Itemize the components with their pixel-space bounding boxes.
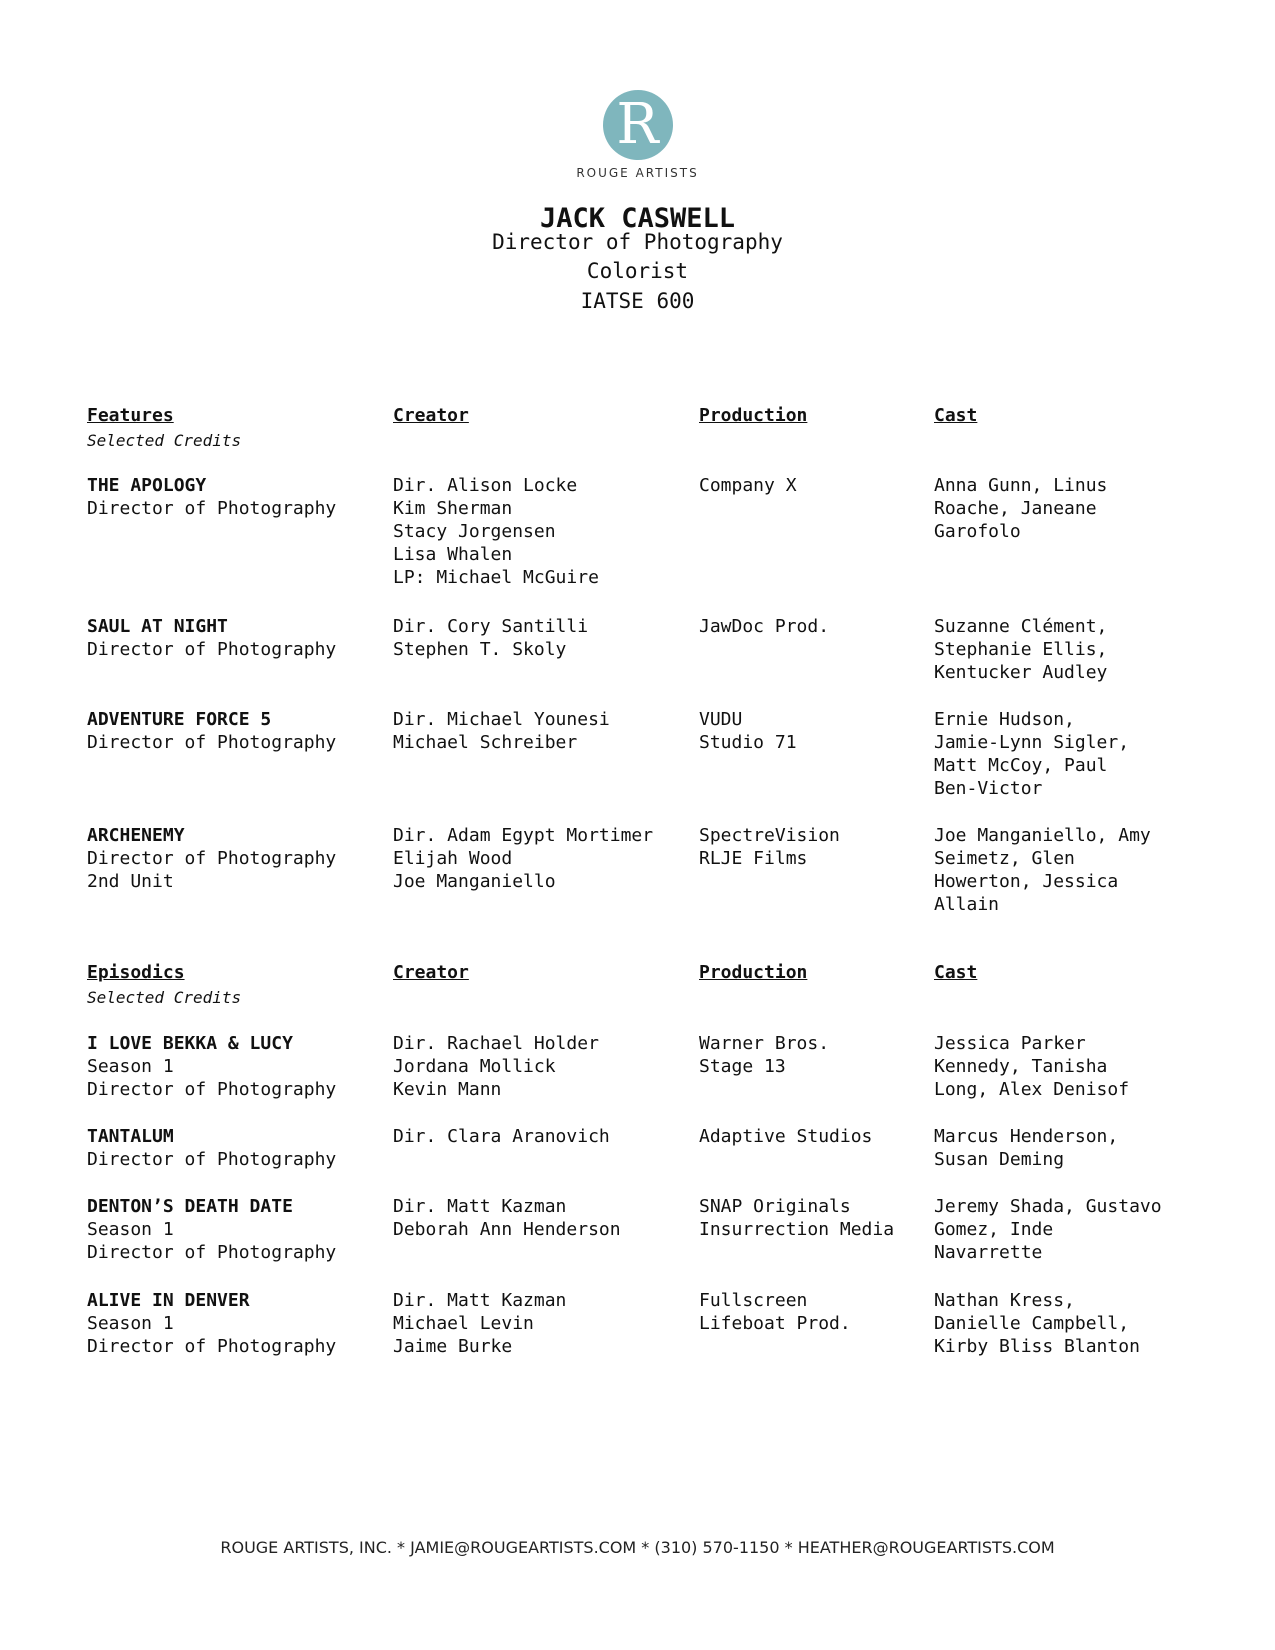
credit-production-column xyxy=(699,615,829,638)
credit-production: Insurrection Media xyxy=(699,1219,895,1240)
credit-production-column xyxy=(699,1125,872,1148)
credit-cast: Kennedy, Tanisha xyxy=(934,1056,1108,1077)
credit-creator-column xyxy=(393,824,653,893)
credit-cast: Suzanne Clément, xyxy=(934,616,1108,637)
role-title-2: Colorist xyxy=(586,259,689,283)
episodics-heading: Episodics xyxy=(87,962,185,983)
credit-cast: Jamie-Lynn Sigler, xyxy=(934,732,1130,753)
credit-production: RLJE Films xyxy=(699,848,808,869)
credit-cast: Jeremy Shada, Gustavo xyxy=(934,1196,1162,1217)
credit-cast: Ben-Victor xyxy=(934,778,1043,799)
episodics-cast-header: Cast xyxy=(934,962,978,983)
credit-creator: Stephen T. Skoly xyxy=(393,639,567,660)
credit-creator: Lisa Whalen xyxy=(393,544,513,565)
credit-creator: Jaime Burke xyxy=(393,1336,513,1357)
credit-creator-column xyxy=(393,708,610,754)
credit-creator: Dir. Matt Kazman xyxy=(393,1196,567,1217)
credit-cast-column xyxy=(934,1195,1162,1264)
credit-role: Director of Photography xyxy=(87,498,337,519)
credit-production-column xyxy=(699,708,797,754)
agency-logo xyxy=(0,90,1275,180)
credit-creator: Dir. Cory Santilli xyxy=(393,616,589,637)
logo-text: ROUGE ARTISTS xyxy=(576,166,699,180)
credit-production-column xyxy=(699,1289,851,1335)
credit-production-column xyxy=(699,824,840,870)
logo-circle xyxy=(603,90,673,160)
credit-role: Director of Photography xyxy=(87,1242,337,1263)
credit-cast: Susan Deming xyxy=(934,1149,1065,1170)
credit-title: SAUL AT NIGHT xyxy=(87,616,228,637)
credit-production: SNAP Originals xyxy=(699,1196,851,1217)
credit-cast: Kirby Bliss Blanton xyxy=(934,1336,1140,1357)
credit-title-column xyxy=(87,1195,336,1264)
credit-cast: Ernie Hudson, xyxy=(934,709,1075,730)
credit-production: Company X xyxy=(699,475,797,496)
credit-production: Studio 71 xyxy=(699,732,797,753)
episodics-creator-header: Creator xyxy=(393,962,469,983)
credit-cast: Matt McCoy, Paul xyxy=(934,755,1108,776)
credit-creator: Deborah Ann Henderson xyxy=(393,1219,621,1240)
credit-creator: Michael Levin xyxy=(393,1313,534,1334)
credit-creator-column xyxy=(393,1195,621,1241)
credit-cast-column xyxy=(934,615,1107,684)
credit-cast: Roache, Janeane xyxy=(934,498,1097,519)
features-creator-header: Creator xyxy=(393,405,469,426)
credit-title: TANTALUM xyxy=(87,1126,174,1147)
credit-title-column xyxy=(87,708,336,754)
credit-role: 2nd Unit xyxy=(87,871,174,892)
credit-production: Fullscreen xyxy=(699,1290,808,1311)
credit-role: Season 1 xyxy=(87,1056,174,1077)
credit-role: Director of Photography xyxy=(87,732,337,753)
credit-cast: Navarrette xyxy=(934,1242,1043,1263)
credit-role: Season 1 xyxy=(87,1313,174,1334)
credit-cast: Nathan Kress, xyxy=(934,1290,1075,1311)
credit-creator: Dir. Adam Egypt Mortimer xyxy=(393,825,654,846)
credit-role: Director of Photography xyxy=(87,1079,337,1100)
credit-cast-column xyxy=(934,1032,1129,1101)
credit-creator: Kim Sherman xyxy=(393,498,513,519)
credit-production: Adaptive Studios xyxy=(699,1126,873,1147)
episodics-production-header: Production xyxy=(699,962,808,983)
credit-production-column xyxy=(699,1032,829,1078)
credit-production-column xyxy=(699,474,797,497)
credit-creator-column xyxy=(393,1289,566,1358)
credit-creator: Elijah Wood xyxy=(393,848,513,869)
credit-cast: Long, Alex Denisof xyxy=(934,1079,1130,1100)
credit-creator: LP: Michael McGuire xyxy=(393,567,599,588)
credit-creator-column xyxy=(393,615,588,661)
credit-production: SpectreVision xyxy=(699,825,840,846)
credit-creator: Jordana Mollick xyxy=(393,1056,556,1077)
credit-title-column xyxy=(87,1032,336,1101)
credit-production: VUDU xyxy=(699,709,743,730)
credit-creator-column xyxy=(393,1032,599,1101)
credit-cast: Howerton, Jessica xyxy=(934,871,1119,892)
credit-cast: Kentucker Audley xyxy=(934,662,1108,683)
credit-cast: Joe Manganiello, Amy xyxy=(934,825,1151,846)
credit-cast: Garofolo xyxy=(934,521,1021,542)
credit-role: Director of Photography xyxy=(87,1149,337,1170)
credit-title: ARCHENEMY xyxy=(87,825,185,846)
contact-footer: ROUGE ARTISTS, INC. * JAMIE@ROUGEARTISTS.COM * (310) 570-1150 * HEATHER@ROUGEARTISTS.COM xyxy=(220,1538,1055,1557)
credit-title-column xyxy=(87,824,336,893)
credit-creator: Dir. Matt Kazman xyxy=(393,1290,567,1311)
credit-cast: Gomez, Inde xyxy=(934,1219,1054,1240)
person-name: JACK CASWELL xyxy=(539,203,736,234)
credit-cast-column xyxy=(934,1289,1140,1358)
credit-title: ADVENTURE FORCE 5 xyxy=(87,709,272,730)
role-title-1: Director of Photography xyxy=(492,230,783,254)
credit-cast: Allain xyxy=(934,894,1000,915)
credit-title: ALIVE IN DENVER xyxy=(87,1290,250,1311)
credit-role: Director of Photography xyxy=(87,1336,337,1357)
credit-cast: Stephanie Ellis, xyxy=(934,639,1108,660)
credit-creator: Dir. Michael Younesi xyxy=(393,709,610,730)
features-cast-header: Cast xyxy=(934,405,978,426)
features-heading: Features xyxy=(87,405,174,426)
credit-title: THE APOLOGY xyxy=(87,475,207,496)
credit-production: Warner Bros. xyxy=(699,1033,830,1054)
credit-creator: Stacy Jorgensen xyxy=(393,521,556,542)
credit-role: Season 1 xyxy=(87,1219,174,1240)
features-subheading: Selected Credits xyxy=(87,431,242,450)
credit-creator: Dir. Rachael Holder xyxy=(393,1033,599,1054)
credit-title-column xyxy=(87,615,336,661)
credit-role: Director of Photography xyxy=(87,848,337,869)
credit-cast: Danielle Campbell, xyxy=(934,1313,1130,1334)
credit-title-column xyxy=(87,474,336,520)
episodics-subheading: Selected Credits xyxy=(87,988,242,1007)
credit-title: DENTON’S DEATH DATE xyxy=(87,1196,293,1217)
credit-cast: Anna Gunn, Linus xyxy=(934,475,1108,496)
logo-letter: R xyxy=(616,92,659,157)
credit-cast-column xyxy=(934,1125,1118,1171)
credit-cast-column xyxy=(934,708,1129,800)
role-title-3: IATSE 600 xyxy=(580,289,695,313)
credit-creator: Joe Manganiello xyxy=(393,871,556,892)
credit-cast: Seimetz, Glen xyxy=(934,848,1075,869)
credit-production: Lifeboat Prod. xyxy=(699,1313,851,1334)
credit-creator-column xyxy=(393,474,599,589)
credit-title-column xyxy=(87,1125,336,1171)
credit-creator-column xyxy=(393,1125,610,1148)
credit-cast: Jessica Parker xyxy=(934,1033,1086,1054)
credit-production: JawDoc Prod. xyxy=(699,616,830,637)
credit-creator: Dir. Alison Locke xyxy=(393,475,578,496)
features-production-header: Production xyxy=(699,405,808,426)
credit-role: Director of Photography xyxy=(87,639,337,660)
credit-creator: Kevin Mann xyxy=(393,1079,502,1100)
credit-title-column xyxy=(87,1289,336,1358)
credit-cast: Marcus Henderson, xyxy=(934,1126,1119,1147)
credit-creator: Michael Schreiber xyxy=(393,732,578,753)
credit-production-column xyxy=(699,1195,894,1241)
credit-cast-column xyxy=(934,474,1107,543)
credit-title: I LOVE BEKKA & LUCY xyxy=(87,1033,293,1054)
credit-production: Stage 13 xyxy=(699,1056,786,1077)
credit-cast-column xyxy=(934,824,1151,916)
credit-creator: Dir. Clara Aranovich xyxy=(393,1126,610,1147)
